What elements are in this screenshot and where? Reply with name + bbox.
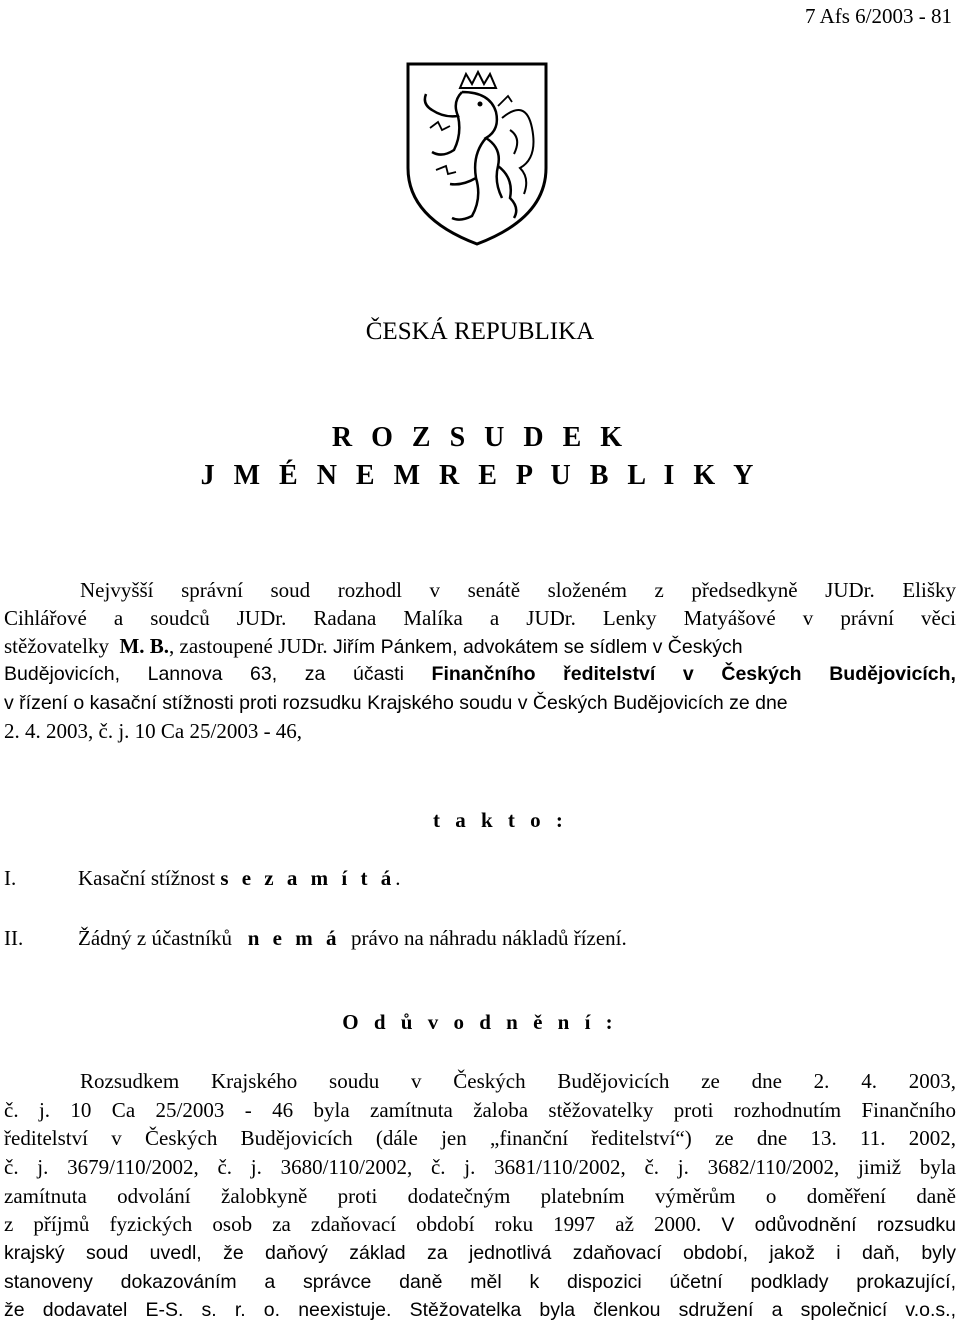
- intro-address: Budějovicích, Lannova 63, za účasti: [4, 663, 404, 685]
- item-1-tail: .: [395, 866, 401, 890]
- file-reference: 7 Afs 6/2003 - 81: [805, 4, 952, 28]
- reasoning-heading: O d ů v o d n ě n í :: [342, 1010, 618, 1034]
- item-2-emphasis: n e m á: [247, 926, 341, 950]
- coat-of-arms-icon: [402, 58, 552, 248]
- reasoning-line-5: zamítnuta odvolání žalobkyně proti dodatečným platebním výměrům o doměření daně: [4, 1184, 956, 1208]
- intro-line-6: 2. 4. 2003, č. j. 10 Ca 25/2003 - 46,: [4, 719, 303, 743]
- intro-other-party: Finančního ředitelství v Českých Budějovicích,: [431, 663, 956, 685]
- item-2-lead: Žádný z účastníků: [78, 926, 232, 950]
- item-2-number: II.: [4, 926, 24, 950]
- item-1-lead: Kasační stížnost: [78, 866, 216, 890]
- intro-line-2: Cihlářové a soudců JUDr. Radana Malíka a JUDr. Lenky Matyášové v právní věci: [4, 606, 956, 630]
- item-1-text: [78, 866, 400, 891]
- intro-attorney: Jiřím Pánkem, advokátem se sídlem v Českých: [332, 636, 743, 658]
- country-name: ČESKÁ REPUBLIKA: [365, 318, 595, 345]
- verdict-subtitle: J M É N E M R E P U B L I K Y: [200, 460, 760, 491]
- takto-heading: t a k t o :: [433, 808, 568, 832]
- intro-line-1: Nejvyšší správní soud rozhodl v senátě složeném z předsedkyně JUDr. Elišky: [80, 578, 956, 602]
- item-2-text: [78, 926, 627, 951]
- reasoning-line-4: č. j. 3679/110/2002, č. j. 3680/110/2002, č. j. 3681/110/2002, č. j. 3682/110/2002, jimiž byla: [4, 1155, 956, 1179]
- reasoning-line-7: krajský soud uvedl, že daňový základ za jednotlivá zdaňovací období, jakož i daň, byly: [4, 1242, 956, 1264]
- reasoning-line-2: č. j. 10 Ca 25/2003 - 46 byla zamítnuta žaloba stěžovatelky proti rozhodnutím Finančního: [4, 1098, 956, 1122]
- intro-line-4: [4, 660, 956, 688]
- item-2-tail: právo na náhradu nákladů řízení.: [350, 926, 627, 950]
- verdict-title: R O Z S U D E K: [331, 422, 629, 453]
- item-1-number: I.: [4, 866, 17, 890]
- reasoning-line-6b: V odůvodnění rozsudku: [721, 1214, 956, 1236]
- reasoning-line-8: stanoveny dokazováním a správce daně měl k dispozici účetní podklady prokazující,: [4, 1271, 956, 1293]
- intro-party-name: M. B.: [119, 634, 170, 658]
- intro-party-label: stěžovatelky: [4, 634, 109, 658]
- reasoning-line-9: že dodavatel E-S. s. r. o. neexistuje. Stěžovatelka byla členkou sdružení a společnicí v.o.s.,: [4, 1299, 956, 1321]
- intro-line-5: v řízení o kasační stížnosti proti rozsudku Krajského soudu v Českých Budějovicích ze dne: [4, 692, 788, 714]
- reasoning-line-6a: z příjmů fyzických osob za zdaňovací období roku 1997 až 2000.: [4, 1212, 702, 1236]
- reasoning-line-1: Rozsudkem Krajského soudu v Českých Budějovicích ze dne 2. 4. 2003,: [80, 1069, 956, 1093]
- reasoning-line-3: ředitelství v Českých Budějovicích (dále jen „finanční ředitelství“) ze dne 13. 11. 2002,: [4, 1126, 956, 1150]
- item-1-emphasis: s e z a m í t á: [220, 866, 396, 890]
- intro-representation: , zastoupené JUDr.: [169, 634, 328, 658]
- reasoning-line-6: [4, 1210, 956, 1239]
- intro-line-3: [4, 632, 956, 661]
